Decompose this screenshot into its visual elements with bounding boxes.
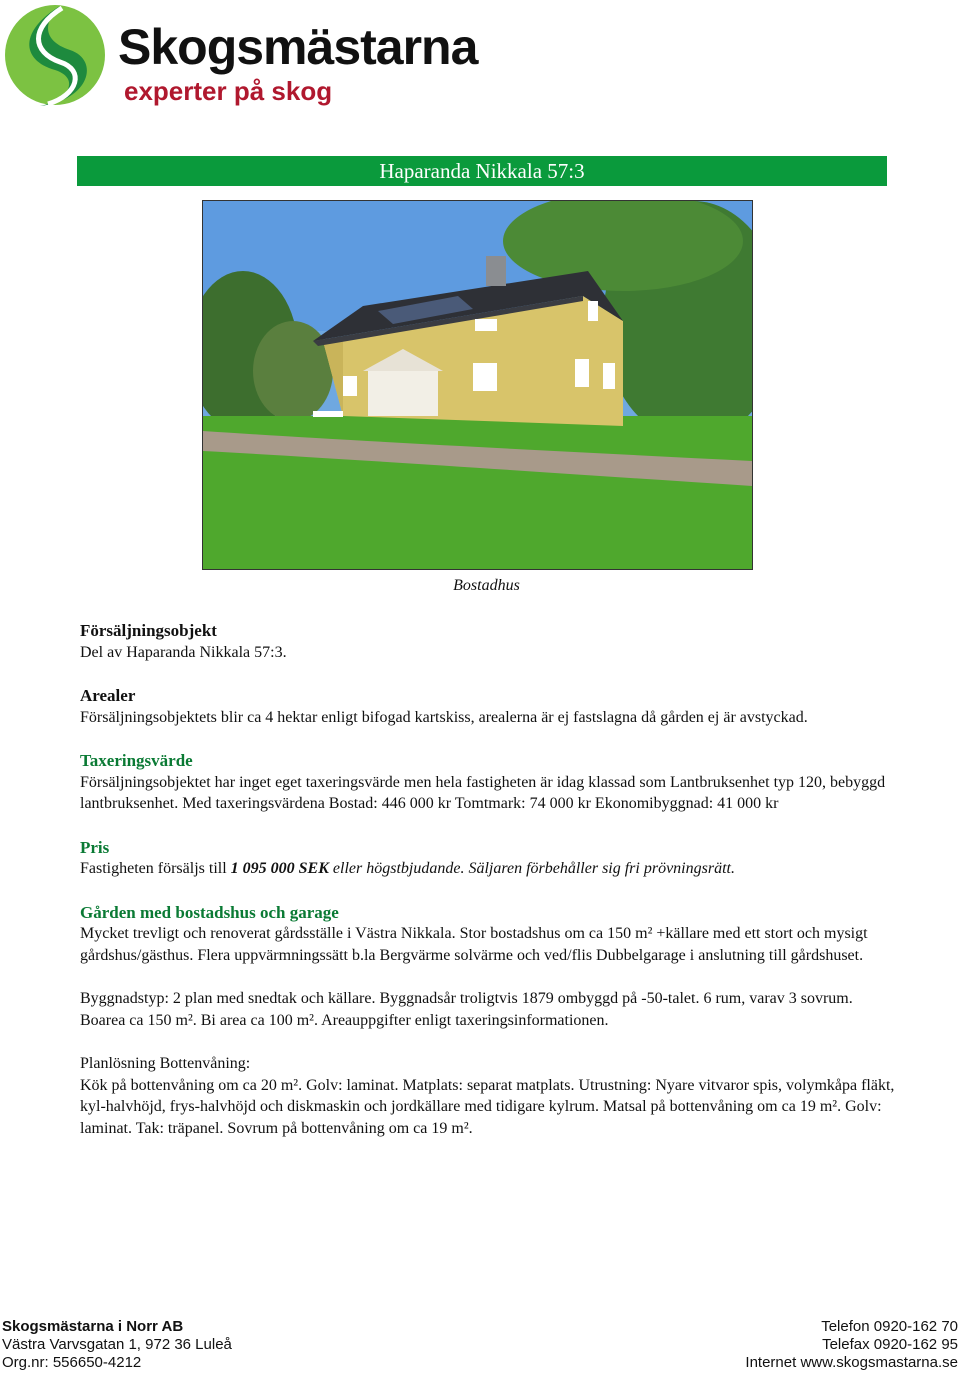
logo-leaf-icon bbox=[0, 0, 120, 110]
property-title-bar bbox=[77, 156, 887, 186]
planlosning-text: Kök på bottenvåning om ca 20 m². Golv: laminat. Matplats: separat matplats. Utrustning: Nyare vitvaror spis, volymkåpa fläkt, kyl-halvhöjd, frys-halvhöjd och diskmaskin och jordkällare med tidigare kylrum. Matsal på bottenvåning om ca 19 m². Golv: laminat. Tak: träpanel. Sovrum på bottenvåning om ca 19 m². bbox=[80, 1076, 895, 1137]
pris-text-prefix: Fastigheten försäljs till bbox=[80, 860, 231, 877]
footer-left bbox=[2, 1318, 232, 1372]
pris-heading: Pris bbox=[80, 837, 110, 857]
logo-brand-name: Skogsmästarna bbox=[118, 19, 478, 75]
section-byggnad bbox=[80, 988, 900, 1031]
photo-caption: Bostadhus bbox=[453, 577, 520, 594]
property-title: Haparanda Nikkala 57:3 bbox=[379, 158, 585, 183]
garden-heading: Gården med bostadshus och garage bbox=[80, 902, 339, 922]
objekt-text: Del av Haparanda Nikkala 57:3. bbox=[80, 643, 287, 661]
section-arealer bbox=[80, 685, 900, 728]
section-objekt bbox=[80, 620, 900, 663]
section-taxering bbox=[80, 750, 900, 815]
footer-address: Västra Varvsgatan 1, 972 36 Luleå bbox=[2, 1336, 232, 1353]
planlosning-heading: Planlösning Bottenvåning: bbox=[80, 1055, 251, 1072]
footer-web[interactable]: Internet www.skogsmastarna.se bbox=[745, 1354, 958, 1371]
section-pris bbox=[80, 837, 900, 880]
taxering-heading: Taxeringsvärde bbox=[80, 751, 193, 770]
garden-text: Mycket trevligt och renoverat gårdsställe i Västra Nikkala. Stor bostadshus om ca 150 m² +källare med ett stort och mysigt gårdshus/gästhus. Flera uppvärmningssätt b.la Bergvärme solvärme och ved/flis Dubbelgarage i anslutning till gårdshuset. bbox=[80, 925, 868, 964]
byggnad-text: Byggnadstyp: 2 plan med snedtak och källare. Byggnadsår troligtvis 1879 ombyggd på -50-talet. 6 rum, varav 3 sovrum. Boarea ca 150 m². Bi area ca 100 m². Areauppgifter enligt taxeringsinformationen. bbox=[80, 990, 853, 1029]
pris-text bbox=[80, 858, 900, 880]
section-garden bbox=[80, 902, 900, 967]
taxering-text: Försäljningsobjektet har inget eget taxeringsvärde men hela fastigheten är idag klassad som Lantbruksenhet typ 120, bebyggd lantbruksenhet. Med taxeringsvärdena Bostad: 446 000 kr Tomtmark: 74 000 kr Ekonomibyggnad: 41 000 kr bbox=[80, 773, 886, 812]
logo-tagline: experter på skog bbox=[124, 76, 333, 106]
arealer-text: Försäljningsobjektets blir ca 4 hektar enligt bifogad kartskiss, arealerna är ej fastslagna då gården ej är avstyckad. bbox=[80, 708, 808, 726]
footer-fax: Telefax 0920-162 95 bbox=[822, 1336, 958, 1353]
house-photo bbox=[202, 200, 753, 570]
pris-text-suffix: eller högstbjudande. Säljaren förbehåller sig fri prövningsrätt. bbox=[328, 860, 735, 877]
footer-company: Skogsmästarna i Norr AB bbox=[2, 1318, 184, 1335]
footer-orgnr: Org.nr: 556650-4212 bbox=[2, 1354, 142, 1371]
company-logo bbox=[0, 0, 478, 110]
footer-phone: Telefon 0920-162 70 bbox=[821, 1318, 958, 1335]
section-planlosning bbox=[80, 1053, 900, 1139]
pris-price: 1 095 000 SEK bbox=[230, 860, 329, 877]
arealer-heading: Arealer bbox=[80, 686, 136, 705]
footer-right bbox=[745, 1318, 958, 1372]
objekt-heading: Försäljningsobjekt bbox=[80, 621, 217, 640]
listing-content bbox=[80, 620, 900, 1161]
